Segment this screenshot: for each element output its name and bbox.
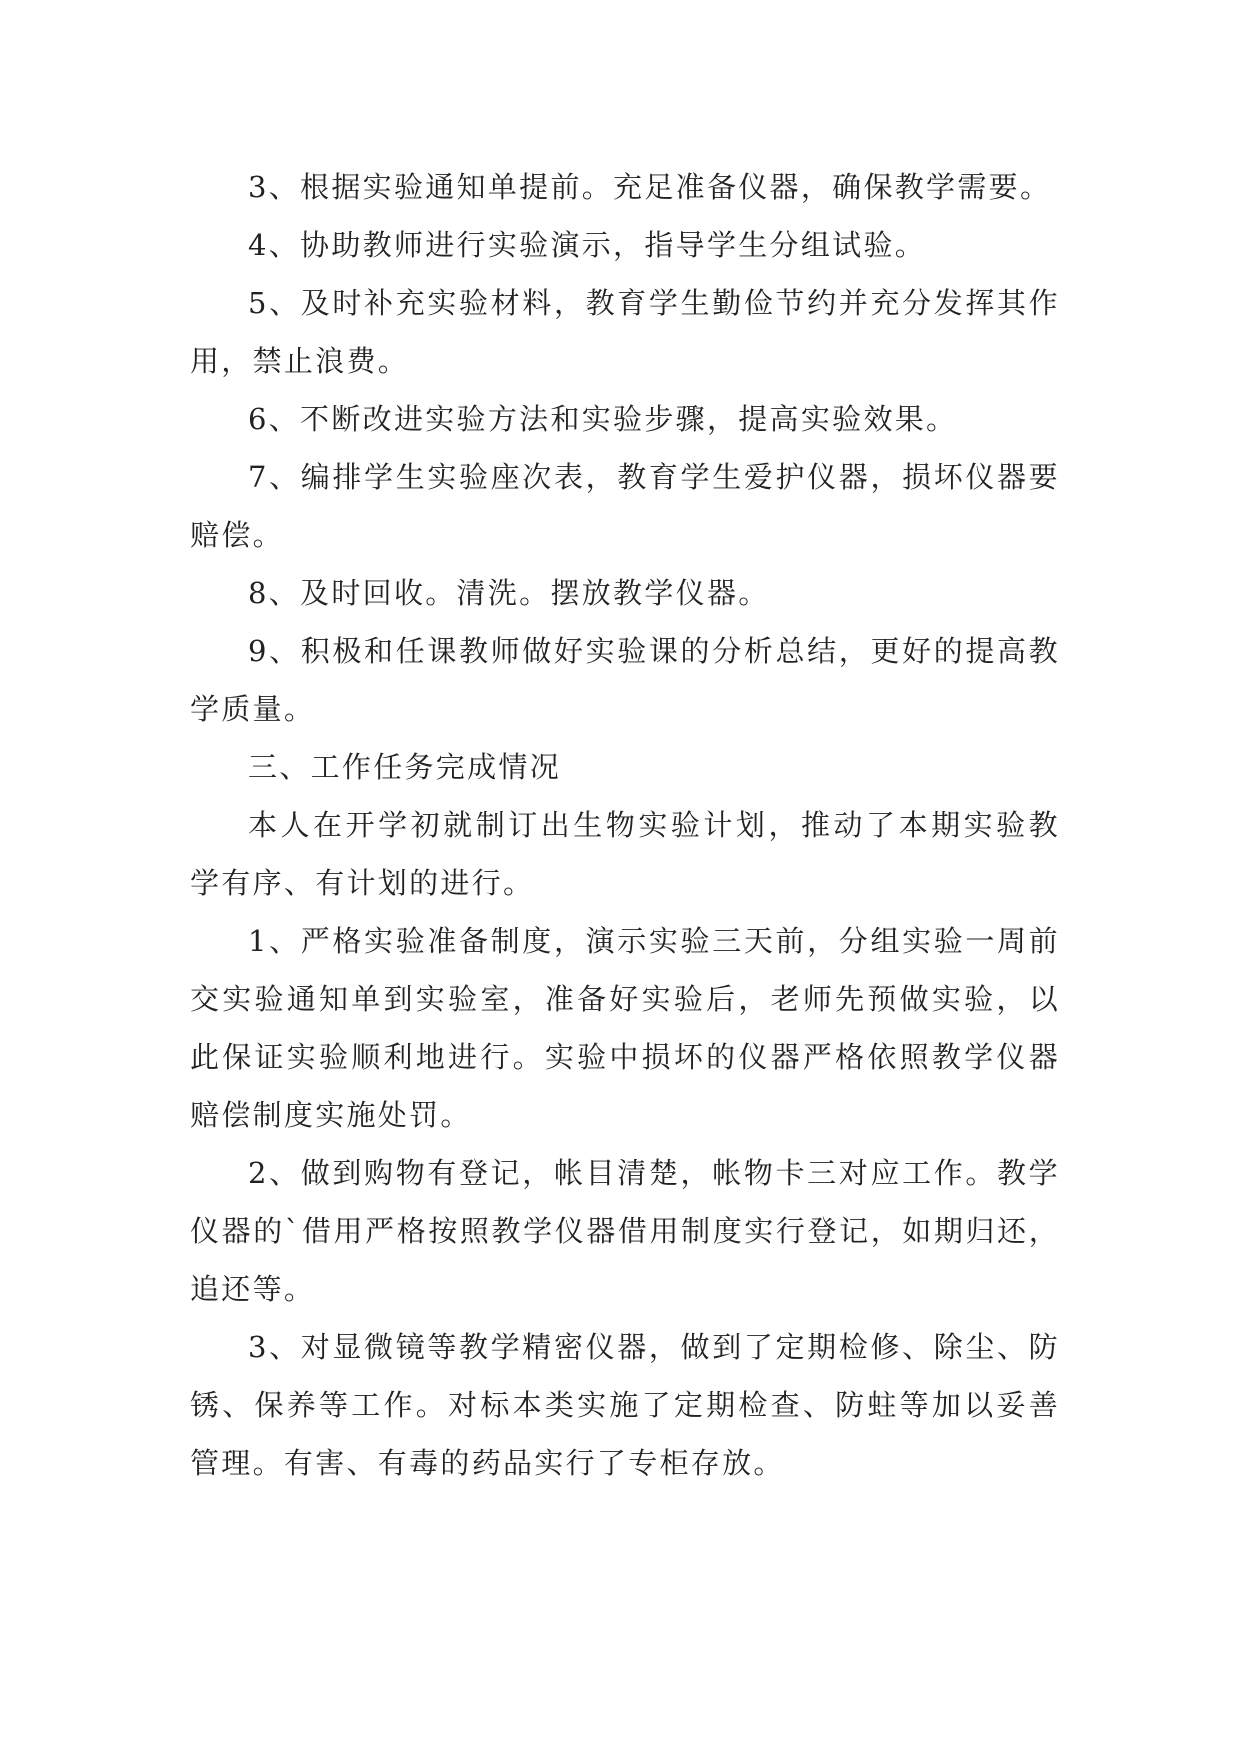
paragraph-task-9: 9、积极和任课教师做好实验课的分析总结，更好的提高教学质量。 [190,634,1060,726]
paragraph-task-3: 3、根据实验通知单提前。充足准备仪器，确保教学需要。 [248,170,1052,204]
paragraph-item-3: 3、对显微镜等教学精密仪器，做到了定期检修、除尘、防锈、保养等工作。对标本类实施了定期检查、防蛀等加以妥善管理。有害、有毒的药品实行了专柜存放。 [190,1330,1060,1480]
document-body [190,158,1060,1492]
paragraph-task-6: 6、不断改进实验方法和实验步骤，提高实验效果。 [248,402,958,436]
section-heading-3: 三、工作任务完成情况 [248,750,562,784]
paragraph-task-4: 4、协助教师进行实验演示，指导学生分组试验。 [248,228,927,262]
paragraph-item-2: 2、做到购物有登记，帐目清楚，帐物卡三对应工作。教学仪器的`借用严格按照教学仪器借用制度实行登记，如期归还，追还等。 [190,1156,1060,1306]
paragraph-task-7: 7、编排学生实验座次表，教育学生爱护仪器，损坏仪器要赔偿。 [190,460,1060,552]
paragraph-intro: 本人在开学初就制订出生物实验计划，推动了本期实验教学有序、有计划的进行。 [190,808,1060,900]
paragraph-task-5: 5、及时补充实验材料，教育学生勤俭节约并充分发挥其作用，禁止浪费。 [190,286,1060,378]
paragraph-task-8: 8、及时回收。清洗。摆放教学仪器。 [248,576,770,610]
paragraph-item-1: 1、严格实验准备制度，演示实验三天前，分组实验一周前交实验通知单到实验室，准备好实验后，老师先预做实验，以此保证实验顺利地进行。实验中损坏的仪器严格依照教学仪器赔偿制度实施处罚。 [190,924,1060,1132]
